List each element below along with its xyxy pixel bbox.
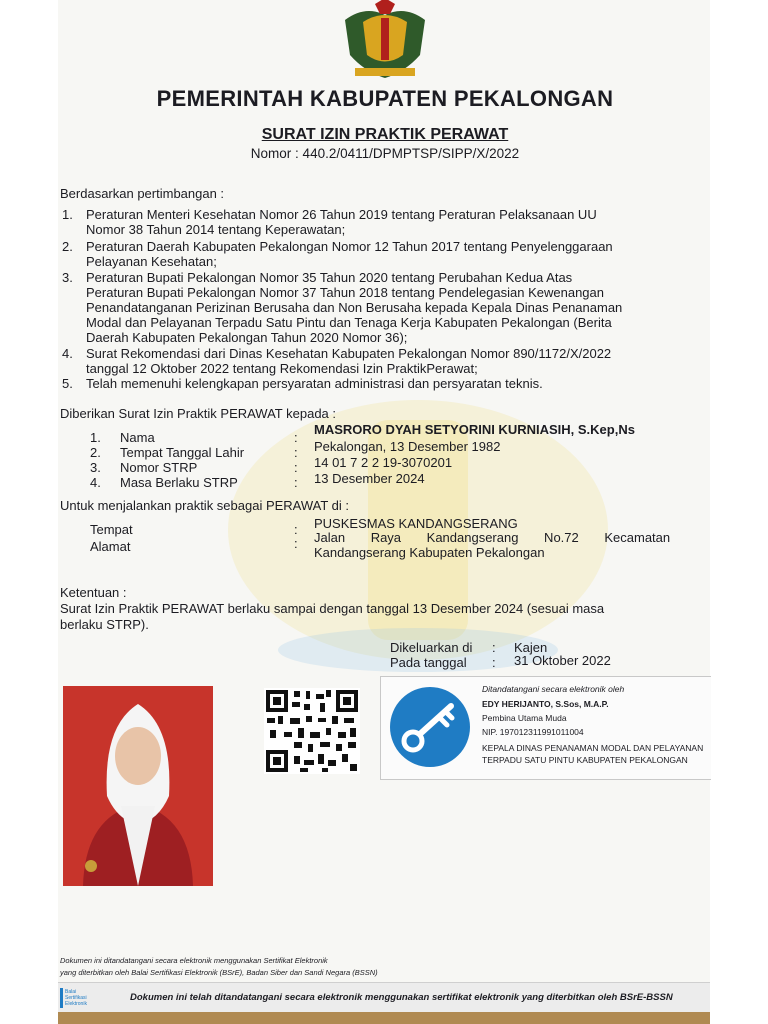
document-title: SURAT IZIN PRAKTIK PERAWAT xyxy=(261,126,509,143)
field-value-name: MASRORO DYAH SETYORINI KURNIASIH, S.Kep,Ns xyxy=(314,422,635,437)
issued-place-value: Kajen xyxy=(514,640,548,655)
consideration-line: Telah memenuhi kelengkapan persyaratan administrasi dan persyaratan teknis. xyxy=(86,376,543,391)
field-value-validity: 13 Desember 2024 xyxy=(314,471,425,486)
field-number: 4. xyxy=(90,475,101,490)
signer-nip: NIP. 197012311991011004 xyxy=(482,727,584,737)
grantee-intro: Diberikan Surat Izin Praktik PERAWAT kepada : xyxy=(60,406,336,421)
field-colon: : xyxy=(492,640,496,655)
consideration-number: 1. xyxy=(62,207,73,222)
consideration-number: 4. xyxy=(62,346,73,361)
consideration-line: Peraturan Bupati Pekalongan Nomor 37 Tahun 2018 tentang Pendelegasian Kewenangan xyxy=(86,285,604,300)
field-colon: : xyxy=(294,536,298,551)
provisions-heading: Ketentuan : xyxy=(60,585,127,600)
document-number: Nomor : 440.2/0411/DPMPTSP/SIPP/X/2022 xyxy=(250,146,520,161)
portrait-figure-icon xyxy=(63,686,213,886)
field-number: 3. xyxy=(90,460,101,475)
bsre-key-logo-icon xyxy=(389,686,471,768)
provisions-line-1: Surat Izin Praktik PERAWAT berlaku sampai dengan tanggal 13 Desember 2024 (sesuai masa xyxy=(60,601,605,616)
consideration-line: Peraturan Menteri Kesehatan Nomor 26 Tahun 2019 tentang Peraturan Pelaksanaan UU xyxy=(86,207,597,222)
signer-rank: Pembina Utama Muda xyxy=(482,713,567,723)
provisions-line-2: berlaku STRP). xyxy=(60,617,149,632)
bsre-small-logo-icon xyxy=(60,988,96,1008)
consideration-number: 5. xyxy=(62,376,73,391)
signer-position-line-1: KEPALA DINAS PENANAMAN MODAL DAN PELAYANAN xyxy=(482,743,704,753)
field-colon: : xyxy=(294,430,298,445)
field-value-birth: Pekalongan, 13 Desember 1982 xyxy=(314,439,501,454)
footer-bar-text: Dokumen ini telah ditandatangani secara elektronik menggunakan sertifikat elektronik yang diterbitkan oleh BSrE-BSSN xyxy=(130,992,673,1003)
consideration-line: Pelayanan Kesehatan; xyxy=(86,254,217,269)
place-label: Tempat xyxy=(90,522,133,537)
footer-note-line-1: Dokumen ini ditandatangani secara elektronik menggunakan Sertifikat Elektronik xyxy=(60,956,328,965)
field-label-strp: Nomor STRP xyxy=(120,460,198,475)
consideration-number: 3. xyxy=(62,270,73,285)
regency-emblem-icon xyxy=(335,0,435,80)
consideration-line: Modal dan Pelayanan Terpadu Satu Pintu dan Tenaga Kerja Kabupaten Pekalongan (Berita xyxy=(86,315,612,330)
field-value-strp: 14 01 7 2 2 19-3070201 xyxy=(314,455,453,470)
field-colon: : xyxy=(294,445,298,460)
practice-intro: Untuk menjalankan praktik sebagai PERAWAT di : xyxy=(60,498,350,513)
considerations-intro: Berdasarkan pertimbangan : xyxy=(60,186,225,201)
consideration-line: Surat Rekomendasi dari Dinas Kesehatan Kabupaten Pekalongan Nomor 890/1172/X/2022 xyxy=(86,346,612,361)
field-colon: : xyxy=(294,475,298,490)
field-colon: : xyxy=(294,460,298,475)
address-line-1: Jalan Raya Kandangserang No.72 Kecamatan xyxy=(314,530,671,545)
place-value: PUSKESMAS KANDANGSERANG xyxy=(314,516,518,531)
field-label-validity: Masa Berlaku STRP xyxy=(120,475,238,490)
consideration-line: tanggal 12 Oktober 2022 tentang Rekomendasi Izin PraktikPerawat; xyxy=(86,361,478,376)
field-number: 2. xyxy=(90,445,101,460)
field-colon: : xyxy=(492,655,496,670)
consideration-number: 2. xyxy=(62,239,73,254)
address-line-2: Kandangserang Kabupaten Pekalongan xyxy=(314,545,545,560)
consideration-line: Penandatanganan Perizinan Berusaha dan Non Berusaha kepada Kepala Dinas Penanaman xyxy=(86,300,623,315)
consideration-line: Peraturan Daerah Kabupaten Pekalongan Nomor 12 Tahun 2017 tentang Penyelenggaraan xyxy=(86,239,613,254)
issued-date-value: 31 Oktober 2022 xyxy=(514,653,611,668)
address-label: Alamat xyxy=(90,539,131,554)
field-colon: : xyxy=(294,522,298,537)
signer-name: EDY HERIJANTO, S.Sos, M.A.P. xyxy=(482,699,609,709)
consideration-line: Peraturan Bupati Pekalongan Nomor 35 Tahun 2020 tentang Perubahan Kedua Atas xyxy=(86,270,573,285)
bottom-edge-strip xyxy=(58,1012,710,1024)
government-title: PEMERINTAH KABUPATEN PEKALONGAN xyxy=(156,86,614,111)
consideration-line: Nomor 38 Tahun 2014 tentang Keperawatan; xyxy=(86,222,346,237)
qr-code-icon[interactable] xyxy=(264,688,360,774)
field-number: 1. xyxy=(90,430,101,445)
field-label-birth: Tempat Tanggal Lahir xyxy=(120,445,245,460)
issued-place-label: Dikeluarkan di xyxy=(390,640,473,655)
issued-date-label: Pada tanggal xyxy=(390,655,467,670)
bsre-small-logo-label: Balai Sertifikasi Elektronik xyxy=(65,989,87,1007)
signed-note: Ditandatangani secara elektronik oleh xyxy=(482,684,625,694)
footer-note-line-2: yang diterbitkan oleh Balai Sertifikasi Elektronik (BSrE), Badan Siber dan Sandi Negara (BSSN) xyxy=(60,968,378,977)
signer-position-line-2: TERPADU SATU PINTU KABUPATEN PEKALONGAN xyxy=(482,755,688,765)
consideration-line: Daerah Kabupaten Pekalongan Tahun 2020 Nomor 36); xyxy=(86,330,408,345)
holder-photo xyxy=(63,686,213,886)
field-label-name: Nama xyxy=(120,430,155,445)
